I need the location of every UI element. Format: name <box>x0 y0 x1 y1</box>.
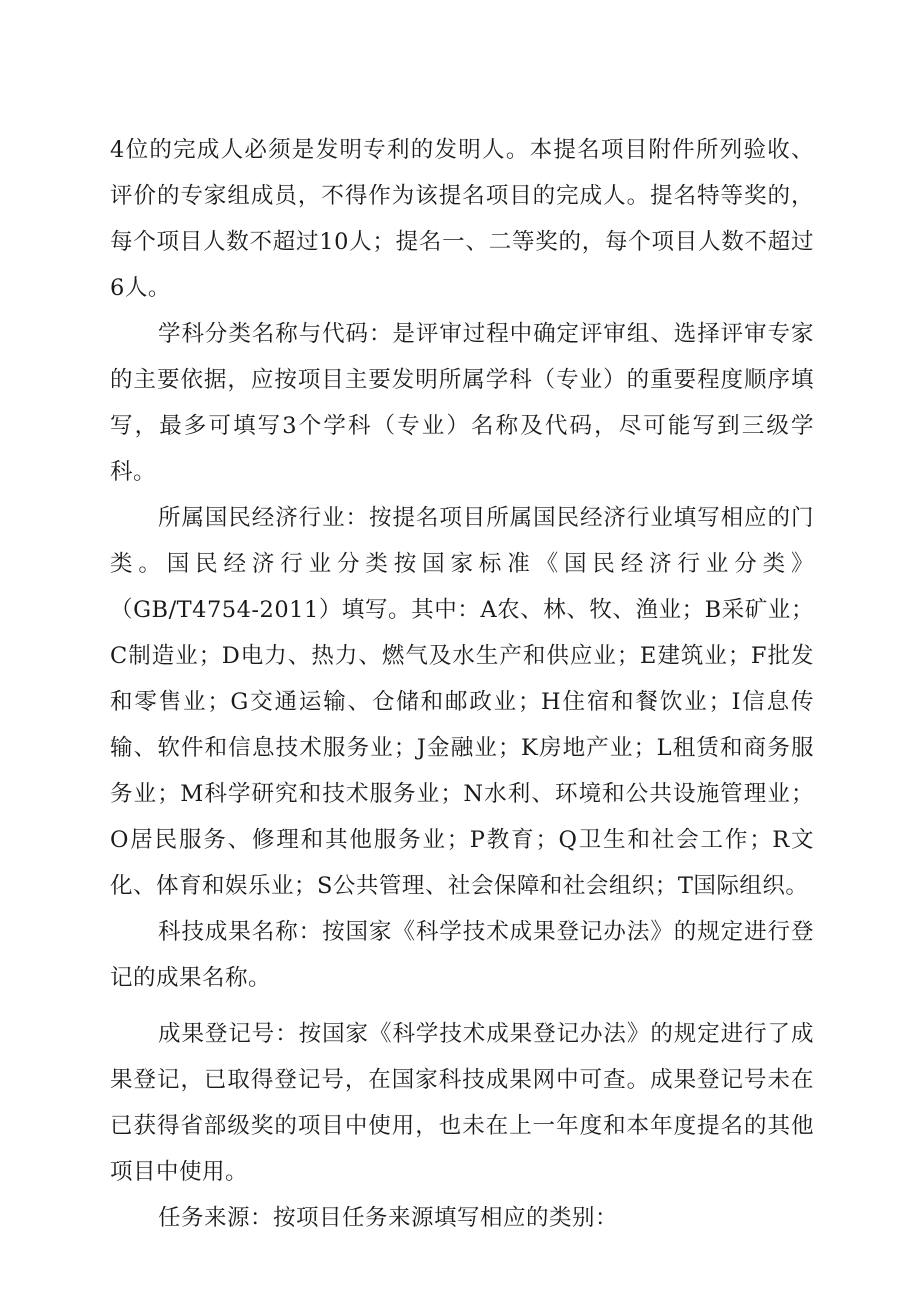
paragraph-achievement-name: 科技成果名称：按国家《科学技术成果登记办法》的规定进行登记的成果名称。 <box>110 919 814 991</box>
document-page <box>110 127 814 1241</box>
paragraph-industry: 所属国民经济行业：按提名项目所属国民经济行业填写相应的门类。国民经济行业分类按国家标准《国民经济行业分类》（GB/T4754-2011）填写。其中：A农、林、牧、渔业；B采矿业；C制造业；D电力、热力、燃气及水生产和供应业；E建筑业；F批发和零售业；G交通运输、仓储和邮政业；H住宿和餐饮业；I信息传输、软件和信息技术服务业；J金融业；K房地产业；L租赁和商务服务业；M科学研究和技术服务业；N水利、环境和公共设施管理业；O居民服务、修理和其他服务业；P教育；Q卫生和社会工作；R文化、体育和娱乐业；S公共管理、社会保障和社会组织；T国际组织。 <box>110 505 814 899</box>
paragraph-task-source: 任务来源：按项目任务来源填写相应的类别： <box>158 1205 619 1231</box>
paragraph-completers: 4位的完成人必须是发明专利的发明人。本提名项目附件所列验收、评价的专家组成员，不得作为该提名项目的完成人。提名特等奖的，每个项目人数不超过10人；提名一、二等奖的，每个项目人数不超过6人。 <box>110 137 814 301</box>
paragraph-registration-number: 成果登记号：按国家《科学技术成果登记办法》的规定进行了成果登记，已取得登记号，在国家科技成果网中可查。成果登记号未在已获得省部级奖的项目中使用，也未在上一年度和本年度提名的其他项目中使用。 <box>110 1021 814 1185</box>
paragraph-discipline-code: 学科分类名称与代码：是评审过程中确定评审组、选择评审专家的主要依据，应按项目主要发明所属学科（专业）的重要程度顺序填写，最多可填写3个学科（专业）名称及代码，尽可能写到三级学科。 <box>110 321 814 485</box>
